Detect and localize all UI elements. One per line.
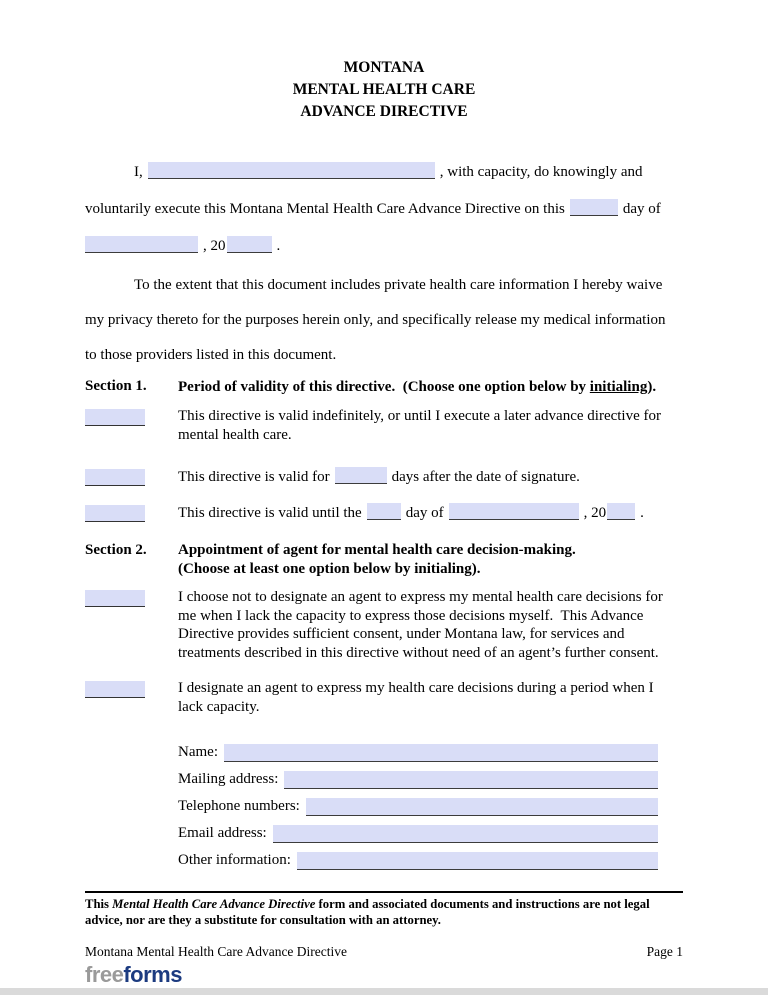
p1-line1-post: , with capacity, do knowingly and (439, 164, 643, 180)
freeforms-logo[interactable] (85, 963, 683, 986)
s1-option-3-seg2: day of (405, 504, 444, 521)
s1-option-1-line-2: mental health care. (178, 426, 292, 443)
agent-email-row (178, 816, 658, 843)
s1-option-3-seg4: . (640, 504, 644, 521)
s1-option-3-seg3: , 20 (583, 504, 607, 521)
logo-forms-text: forms (123, 962, 182, 987)
valid-until-year-field[interactable] (607, 503, 635, 520)
p1-line1-pre: I, (134, 164, 143, 180)
agent-telephone-row (178, 789, 658, 816)
agent-mailing-address-row (178, 762, 658, 789)
disclaimer-doc-name: Mental Health Care Advance Directive (112, 897, 316, 911)
execution-day-field[interactable] (570, 199, 618, 216)
intro-paragraph-2 (85, 268, 683, 373)
s2-option-1-line-3: Directive provides sufficient consent, under Montana law, for services and (178, 626, 625, 642)
agent-email-label: Email address: (178, 825, 267, 841)
page-bottom-edge (0, 988, 768, 995)
s2-option-1-line-2: me when I lack the capacity to express those decisions myself. This Advance (178, 607, 644, 624)
intro-paragraph-1 (85, 154, 683, 265)
s1-option-2-pre: This directive is valid for (178, 469, 330, 485)
agent-other-info-label: Other information: (178, 852, 291, 868)
section-1-option-2 (85, 467, 683, 487)
agent-telephone-field[interactable] (306, 798, 658, 816)
declarant-name-field[interactable] (148, 162, 435, 179)
section-2-option-2 (85, 679, 683, 716)
option-1-initials-field[interactable] (85, 409, 145, 426)
agent-name-row (178, 735, 658, 762)
disclaimer-post: form and associated documents and instructions are not legal (315, 897, 650, 911)
s2-option-1-line-1: I choose not to designate an agent to express my mental health care decisions for (178, 589, 663, 605)
logo-free-text: free (85, 962, 124, 987)
option-2-initials-field[interactable] (85, 469, 145, 486)
page-title (85, 57, 683, 123)
execution-year-field[interactable] (227, 236, 272, 253)
s2-option-1-line-4: treatments described in this directive without need of an agent’s further consent. (178, 644, 659, 661)
p1-line3-end: . (276, 238, 281, 254)
s1-option-2-post: days after the date of signature. (391, 469, 580, 485)
footer-doc-title: Montana Mental Health Care Advance Directive (85, 944, 348, 959)
s1-option-1-line-1: This directive is valid indefinitely, or until I execute a later advance directive for (178, 408, 661, 424)
s1-option-3-seg1: This directive is valid until the (178, 504, 362, 521)
p1-line3-mid: , 20 (203, 238, 226, 254)
agent-mailing-address-field[interactable] (284, 771, 658, 789)
agent-info-fields (178, 735, 658, 870)
footer-divider (85, 891, 683, 893)
section-1-heading-row (85, 378, 683, 397)
no-agent-initials-field[interactable] (85, 590, 145, 607)
p1-line2-pre: voluntarily execute this Montana Mental Health Care Advance Directive on this (85, 201, 565, 217)
section-2-heading-line-1: Appointment of agent for mental health care decision-making. (178, 542, 576, 558)
section-1-heading-pre: Period of validity of this directive. (Choose one option below by (178, 379, 590, 395)
section-2-label: Section 2. (85, 542, 147, 558)
s2-option-2-line-2: lack capacity. (178, 698, 260, 715)
section-1-option-1 (85, 407, 683, 444)
section-1-label: Section 1. (85, 378, 147, 394)
page-number: Page 1 (646, 944, 683, 959)
agent-name-field[interactable] (224, 744, 658, 762)
p2-line-2: my privacy thereto for the purposes herein only, and specifically release my medical information (85, 312, 666, 328)
agent-other-info-field[interactable] (297, 852, 658, 870)
agent-name-label: Name: (178, 744, 218, 760)
execution-month-field[interactable] (85, 236, 198, 253)
footer-meta-row (85, 943, 683, 960)
agent-telephone-label: Telephone numbers: (178, 798, 300, 814)
option-3-initials-field[interactable] (85, 505, 145, 522)
valid-until-month-field[interactable] (449, 503, 579, 520)
section-2-heading-line-2: (Choose at least one option below by initialing). (178, 561, 481, 577)
section-1-option-3 (85, 503, 683, 523)
valid-until-day-field[interactable] (367, 503, 401, 520)
agent-email-field[interactable] (273, 825, 658, 843)
section-2-option-1 (85, 588, 683, 662)
title-line-2: MENTAL HEALTH CARE (292, 81, 476, 98)
designate-agent-initials-field[interactable] (85, 681, 145, 698)
p2-line-3: to those providers listed in this document. (85, 347, 337, 363)
section-2-heading-row (85, 541, 683, 579)
page-footer (85, 891, 683, 986)
title-line-3: ADVANCE DIRECTIVE (300, 103, 468, 120)
agent-other-info-row (178, 843, 658, 870)
valid-days-field[interactable] (335, 467, 387, 484)
section-1-heading-post: ). (647, 379, 657, 395)
section-1-heading-underlined: initialing (589, 379, 648, 395)
disclaimer-pre: This (85, 897, 113, 911)
title-line-1: MONTANA (343, 59, 425, 76)
p1-line2-post: day of (622, 201, 661, 217)
agent-mailing-address-label: Mailing address: (178, 771, 279, 787)
s2-option-2-line-1: I designate an agent to express my health care decisions during a period when I (178, 680, 654, 696)
p2-line-1: To the extent that this document includes private health care information I hereby waive (134, 277, 663, 293)
disclaimer-line-2: advice, nor are they a substitute for consultation with an attorney. (85, 913, 441, 927)
legal-disclaimer (85, 896, 683, 928)
